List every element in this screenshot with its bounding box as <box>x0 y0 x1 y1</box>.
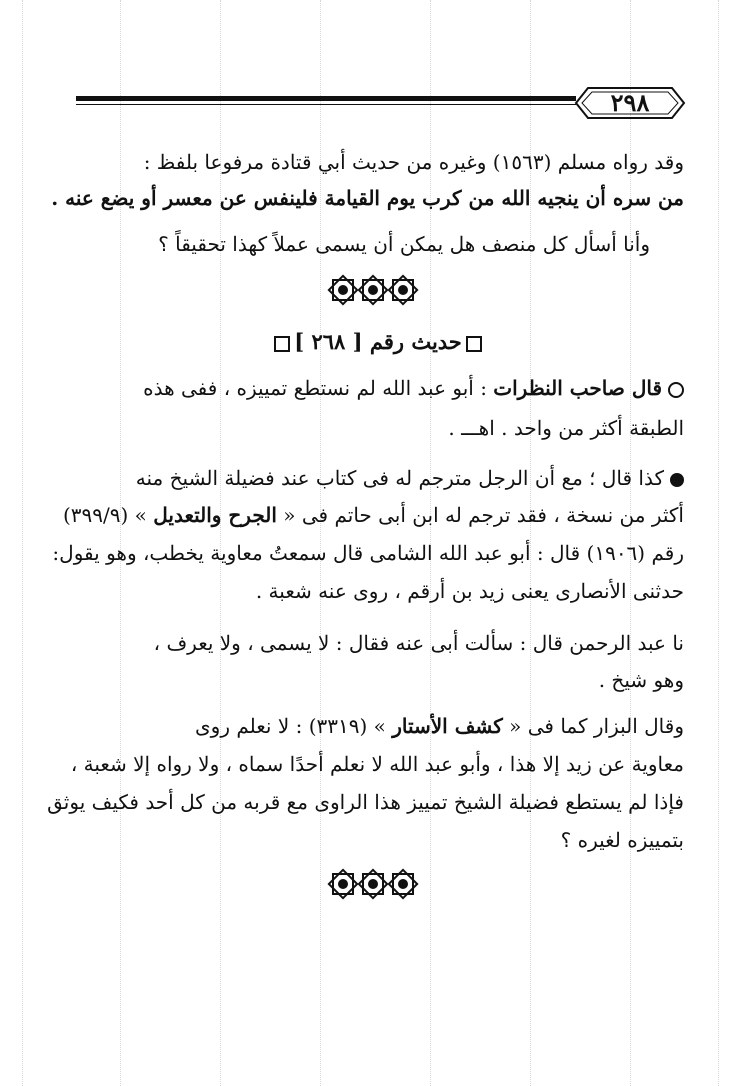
scan-line <box>718 0 719 1086</box>
header-rule-thin <box>76 104 576 105</box>
filled-circle-icon <box>670 473 684 487</box>
text-line: نا عبد الرحمن قال : سألت أبى عنه فقال : لا يسمى ، ولا يعرف ، <box>153 631 684 655</box>
text-span: وقال البزار كما فى « <box>509 714 684 738</box>
text-line <box>72 711 684 741</box>
text-line: رقم (١٩٠٦) قال : أبو عبد الله الشامى قال سمعتُ معاوية يخطب، وهو يقول: <box>52 541 684 565</box>
text-line: فإذا لم يستطع فضيلة الشيخ تمييز هذا الراوى مع قربه من كل أحد فكيف يوثق <box>47 790 684 814</box>
section-ornament <box>0 869 745 903</box>
page-header <box>76 84 688 122</box>
text-span: » (٣٩٩/٩) <box>62 503 147 527</box>
text-line: وهو شيخ . <box>598 668 684 692</box>
text-line <box>72 373 684 403</box>
rosette-ornament-icon <box>327 275 419 305</box>
scan-line <box>22 0 23 1086</box>
text-line: بتمييزه لغيره ؟ <box>560 828 684 852</box>
text-span: أكثر من نسخة ، فقد ترجم له ابن أبى حاتم فى « <box>283 503 684 527</box>
header-rule <box>76 96 576 101</box>
text-line: وأنا أسأل كل منصف هل يمكن أن يسمى عملاً كهذا تحقيقاً ؟ <box>158 232 650 256</box>
text-span: كذا قال ؛ مع أن الرجل مترجم له فى كتاب عند فضيلة الشيخ منه <box>135 466 664 490</box>
text-line: حدثنى الأنصارى يعنى زيد بن أرقم ، روى عنه شعبة . <box>255 579 684 603</box>
rosette-ornament-icon <box>327 869 419 899</box>
quote-source: قال صاحب النظرات <box>493 376 662 400</box>
text-line: معاوية عن زيد إلا هذا ، وأبو عبد الله لا نعلم أحدًا سماه ، ولا رواه إلا شعبة ، <box>70 752 684 776</box>
section-ornament <box>0 275 745 309</box>
text-span: » (٣٣١٩) : لا نعلم روى <box>195 714 386 738</box>
text-line-bold: من سره أن ينجيه الله من كرب يوم القيامة فلينفس عن معسر أو يضع عنه . <box>51 186 684 210</box>
text-line <box>72 463 684 493</box>
book-title: الجرح والتعديل <box>153 503 277 527</box>
page-number-badge <box>572 84 688 122</box>
text-line <box>62 500 684 530</box>
text-span: : أبو عبد الله لم نستطع تمييزه ، ففى هذه <box>143 376 487 400</box>
text-line: وقد رواه مسلم (١٥٦٣) وغيره من حديث أبي قتادة مرفوعا بلفظ : <box>143 150 684 174</box>
book-title: كشف الأستار <box>392 714 503 738</box>
heading-box-icon <box>466 336 482 352</box>
hollow-circle-icon <box>668 382 684 398</box>
heading-text: حديث رقم [ ٢٦٨ ] <box>294 329 462 354</box>
hadith-heading <box>72 327 684 357</box>
heading-box-icon <box>274 336 290 352</box>
text-line: الطبقة أكثر من واحد . اهـــ . <box>448 416 684 440</box>
page-number: ٢٩٨ <box>610 88 650 117</box>
